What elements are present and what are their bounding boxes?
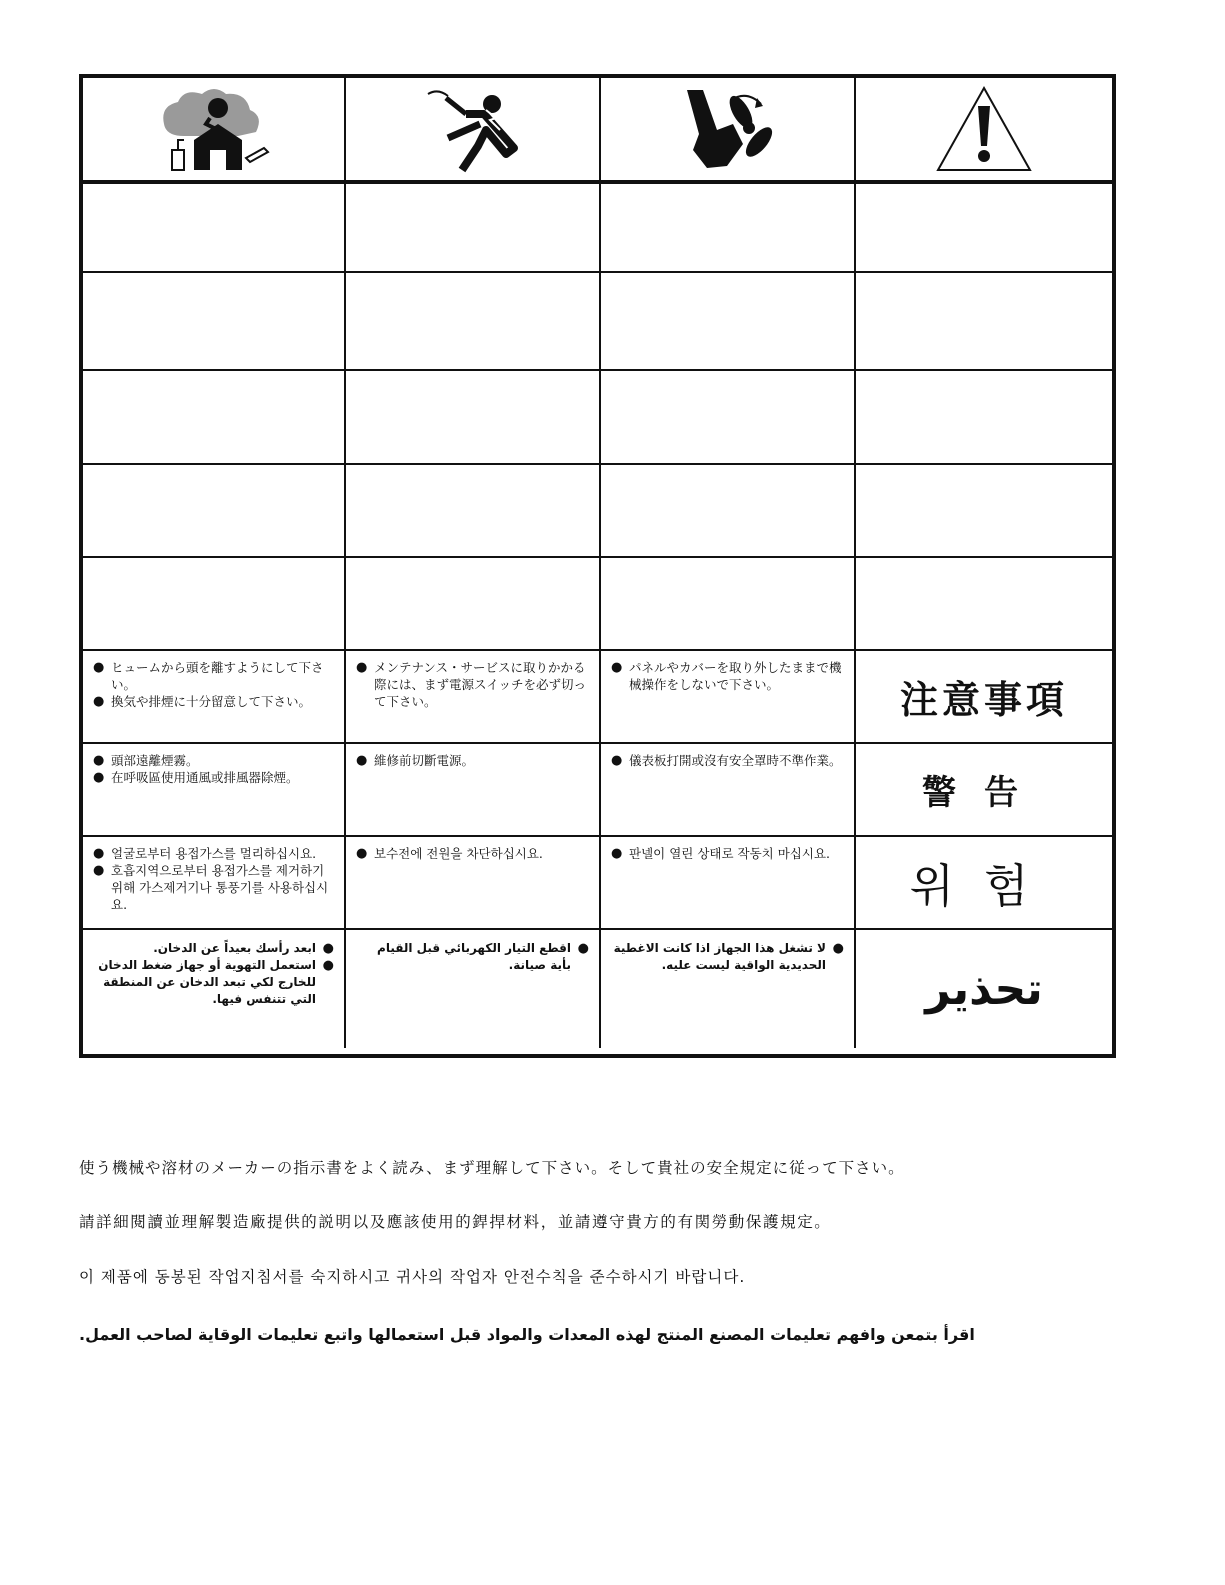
caution-triangle-icon (934, 84, 1034, 174)
japanese-heading: 注意事項 (899, 678, 1068, 722)
blank-row (83, 465, 1112, 558)
korean-fumes-cell (83, 837, 346, 928)
shock-icon-cell (346, 78, 601, 180)
bullet-text: ● 儀表板打開或沒有安全罩時不準作業。 (611, 752, 846, 769)
blank-cell (601, 273, 856, 369)
blank-cell (856, 371, 1112, 463)
blank-cell (346, 371, 601, 463)
bullet-text: ● 호흡지역으로부터 용접가스를 제거하기 위해 가스제거기나 통풍기를 사용하십시요. (93, 862, 336, 913)
arabic-heading: تحذير (925, 963, 1043, 1015)
blank-row (83, 558, 1112, 651)
blank-cell (83, 273, 346, 369)
arabic-heading-cell (856, 930, 1112, 1048)
blank-row (83, 371, 1112, 465)
japanese-row (83, 651, 1112, 744)
bullet-text: ● ابعد رأسك بعيداً عن الدخان. (93, 940, 334, 957)
moving-parts-icon-cell (601, 78, 856, 180)
chinese-row (83, 744, 1112, 837)
blank-cell (83, 558, 346, 649)
warning-table (79, 74, 1116, 1058)
bullet-text: ● 維修前切斷電源。 (356, 752, 591, 769)
bullet-text: ● 頭部遠離煙霧。 (93, 752, 336, 769)
fumes-icon-cell (83, 78, 346, 180)
chinese-moving-parts-cell (601, 744, 856, 835)
japanese-moving-parts-cell (601, 651, 856, 742)
blank-cell (83, 371, 346, 463)
arabic-moving-parts-cell (601, 930, 856, 1048)
blank-cell (346, 558, 601, 649)
blank-cell (856, 558, 1112, 649)
korean-shock-cell (346, 837, 601, 928)
caution-icon-cell (856, 78, 1112, 180)
blank-cell (83, 465, 346, 556)
chinese-heading-cell (856, 744, 1112, 835)
korean-heading-cell (856, 837, 1112, 928)
bullet-text: ● 보수전에 전원을 차단하십시요. (356, 845, 591, 862)
korean-moving-parts-cell (601, 837, 856, 928)
blank-cell (83, 184, 346, 271)
blank-cell (856, 273, 1112, 369)
korean-row (83, 837, 1112, 930)
blank-cell (856, 465, 1112, 556)
bullet-text: ● 換気や排煙に十分留意して下さい。 (93, 693, 336, 710)
chinese-shock-cell (346, 744, 601, 835)
bullet-text: ● パネルやカバーを取り外したままで機械操作をしないで下さい。 (611, 659, 846, 693)
arabic-note: اقرأ بتمعن وافهم تعليمات المصنع المنتج لهذه المعدات والمواد قبل استعمالها واتبع تعليمات الوقاية لصاحب العمل. (79, 1325, 975, 1344)
bullet-text: ● اقطع التيار الكهربائي قبل القيام بأية صيانة. (356, 940, 589, 974)
blank-cell (601, 184, 856, 271)
japanese-heading-cell (856, 651, 1112, 742)
blank-row (83, 273, 1112, 371)
moving-parts-hazard-icon (673, 84, 783, 174)
bullet-text: ● ヒュームから頭を離すようにして下さい。 (93, 659, 336, 693)
bullet-text: ● 판넬이 열린 상태로 작동치 마십시요. (611, 845, 846, 862)
chinese-note: 請詳細閱讀並理解製造廠提供的説明以及應該使用的銲捍材料，並請遵守貴方的有関勞動保護規定。 (79, 1213, 832, 1231)
japanese-note: 使う機械や溶材のメーカーの指示書をよく読み、まず理解して下さい。そして貴社の安全規定に従って下さい。 (79, 1159, 905, 1177)
blank-row (83, 184, 1112, 273)
bullet-text: ● استعمل التهوية أو جهاز ضغط الدخان للخارج لكي تبعد الدخان عن المنطقة التي تتنفس فيها. (93, 957, 334, 1008)
blank-cell (856, 184, 1112, 271)
blank-cell (346, 465, 601, 556)
chinese-fumes-cell (83, 744, 346, 835)
arabic-shock-cell (346, 930, 601, 1048)
japanese-fumes-cell (83, 651, 346, 742)
arabic-fumes-cell (83, 930, 346, 1048)
blank-cell (346, 273, 601, 369)
bullet-text: ● 在呼吸區使用通風或排風器除煙。 (93, 769, 336, 786)
blank-cell (601, 558, 856, 649)
bullet-text: ● لا تشغل هذا الجهاز اذا كانت الاغطية الحديدية الواقية ليست عليه. (611, 940, 844, 974)
fumes-hazard-icon (154, 84, 274, 174)
blank-cell (601, 465, 856, 556)
bullet-text: ● メンテナンス・サービスに取りかかる際には、まず電源スイッチを必ず切って下さい。 (356, 659, 591, 710)
blank-cell (601, 371, 856, 463)
chinese-heading: 警告 (922, 773, 1046, 813)
korean-note: 이 제품에 동봉된 작업지침서를 숙지하시고 귀사의 작업자 안전수칙을 준수하시기 바랍니다. (79, 1268, 746, 1286)
korean-heading: 위험 (909, 858, 1059, 913)
electric-shock-icon (418, 84, 528, 174)
blank-cell (346, 184, 601, 271)
bullet-text: ● 얼굴로부터 용접가스를 멀리하십시요. (93, 845, 336, 862)
japanese-shock-cell (346, 651, 601, 742)
icon-row (83, 78, 1112, 184)
arabic-row (83, 930, 1112, 1048)
